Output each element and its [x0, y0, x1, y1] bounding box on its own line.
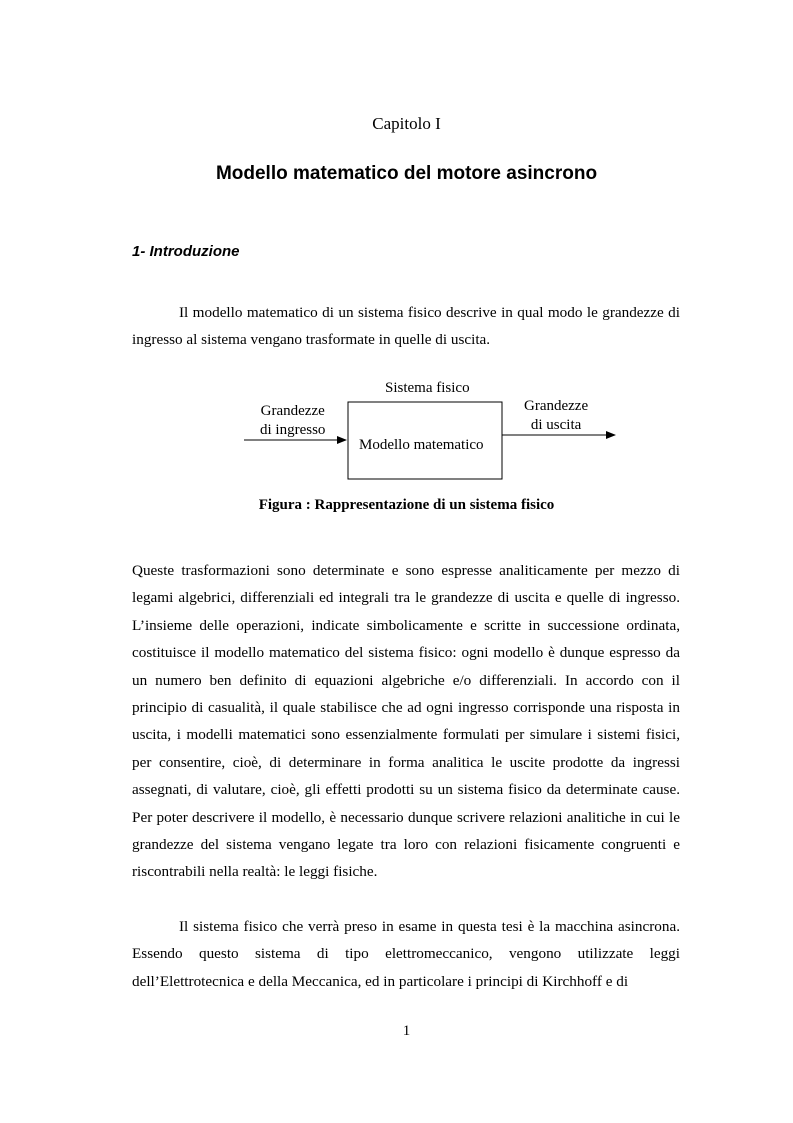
section-heading: 1- Introduzione	[132, 243, 240, 260]
paragraph-intro: Il modello matematico di un sistema fisico descrive in qual modo le grandezze di ingresso al sistema vengano trasformate in quelle di uscita.	[132, 304, 680, 349]
page-title: Modello matematico del motore asincrono	[215, 163, 598, 184]
system-diagram	[240, 375, 620, 485]
paragraph-body: Queste trasformazioni sono determinate e sono espresse analiticamente per mezzo di legami algebrici, differenziali ed integrali tra le grandezze di uscita e quelle di ingresso. L’insieme delle operazioni, indicate simbolicamente e scritte in successione ordinata, costituisce il modello matematico del sistema fisico: ogni modello è dunque espresso da un numero ben definito di equazioni algebriche e/o differenziali. In accordo con il principio di casualità, il quale stabilisce che ad ogni ingresso corrisponde una risposta in uscita, i modelli matematici sono essenzialmente formulati per simulare i sistemi fisici, per consentire, cioè, di determinare in forma analitica le uscite prodotte da ingressi assegnati, di valutare, cioè, gli effetti prodotti su un sistema fisico da determinate cause. Per poter descrivere il modello, è necessario dunque scrivere relazioni analitiche in cui le grandezze del sistema vengano legate tra loro con relazioni fisicamente congruenti e riscontrabili nella realtà: le leggi fisiche.	[132, 562, 680, 881]
output-label	[524, 397, 588, 435]
paragraph-continuation: Il sistema fisico che verrà preso in esame in questa tesi è la macchina asincrona. Essendo questo sistema di tipo elettromeccanico, vengono utilizzate leggi dell’Elettrotecnica e della Meccanica, ed in particolare i principi di Kirchhoff e di	[132, 918, 680, 990]
figure-caption: Figura : Rappresentazione di un sistema fisico	[258, 497, 555, 513]
output-label-line2: di uscita	[530, 417, 582, 433]
chapter-heading: Capitolo I	[372, 114, 441, 133]
system-label: Sistema fisico	[385, 380, 470, 396]
page-number: 1	[402, 1023, 411, 1039]
model-box-label: Modello matematico	[359, 437, 484, 453]
input-label	[260, 402, 325, 440]
input-label-line1: Grandezze	[260, 403, 325, 419]
input-label-line2: di ingresso	[260, 422, 326, 438]
output-label-line1: Grandezze	[524, 398, 589, 414]
